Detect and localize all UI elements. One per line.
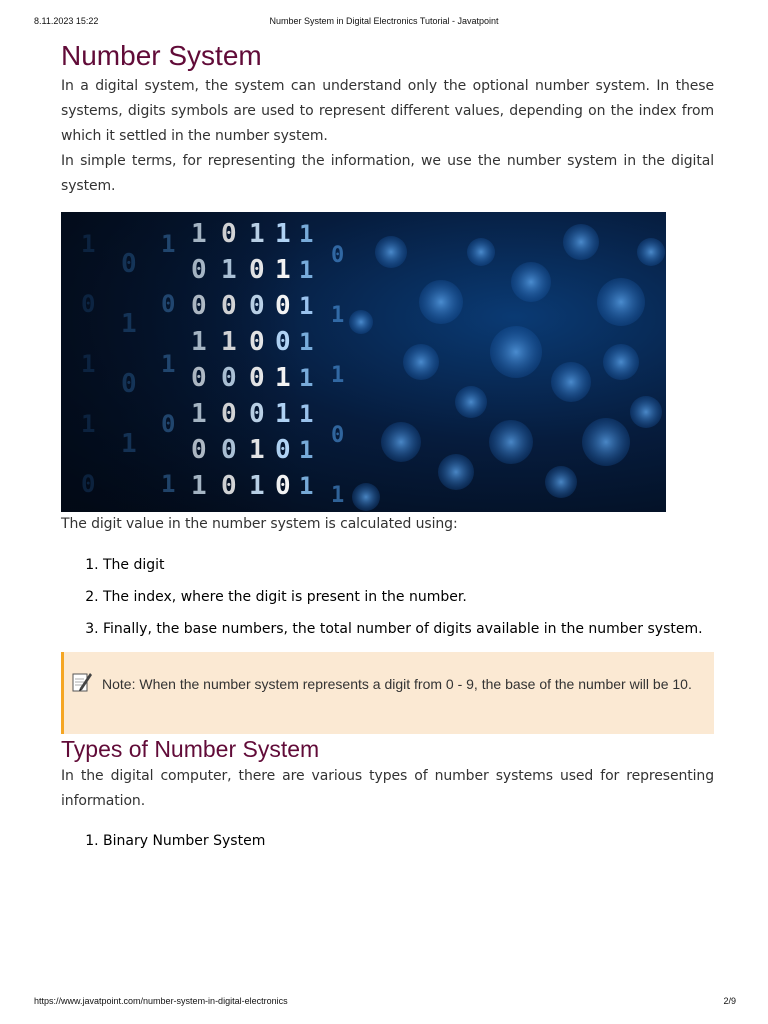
intro-paragraph-2: In simple terms, for representing the information, we use the number system in the digital system.: [61, 153, 714, 194]
intro-paragraph-1: In a digital system, the system can understand only the optional number system. In these systems, digits symbols are used to represent different values, depending on the index from which it settled in the number system.: [61, 78, 714, 144]
print-datetime: 8.11.2023 15:22: [34, 16, 99, 26]
list-item: 1. The digit: [103, 555, 714, 575]
print-url: https://www.javatpoint.com/number-system-in-digital-electronics: [34, 996, 288, 1006]
binary-bokeh-illustration: [61, 212, 666, 512]
list-item: 2. The index, where the digit is present in the number.: [103, 587, 714, 607]
types-list: [61, 831, 714, 851]
types-intro: In the digital computer, there are various types of number systems used for representing information.: [61, 768, 714, 809]
print-footer: [0, 996, 768, 1010]
list-item: 3. Finally, the base numbers, the total number of digits available in the number system.: [103, 619, 714, 639]
list-item: 1. Binary Number System: [103, 831, 714, 851]
page-title: Number System: [61, 40, 262, 71]
note-text: Note: When the number system represents a digit from 0 - 9, the base of the number will be 10.: [102, 676, 692, 692]
binary-code-image: [61, 212, 666, 512]
article-content: [61, 38, 714, 851]
print-header: [0, 16, 768, 30]
types-section-title: Types of Number System: [61, 736, 320, 762]
pencil-note-icon: [70, 670, 94, 694]
print-page-title: Number System in Digital Electronics Tutorial - Javatpoint: [269, 16, 499, 26]
print-page-number: 2/9: [723, 996, 736, 1006]
note-box: [61, 652, 714, 734]
digit-intro: The digit value in the number system is calculated using:: [61, 516, 458, 532]
digit-factor-list: [61, 555, 714, 639]
